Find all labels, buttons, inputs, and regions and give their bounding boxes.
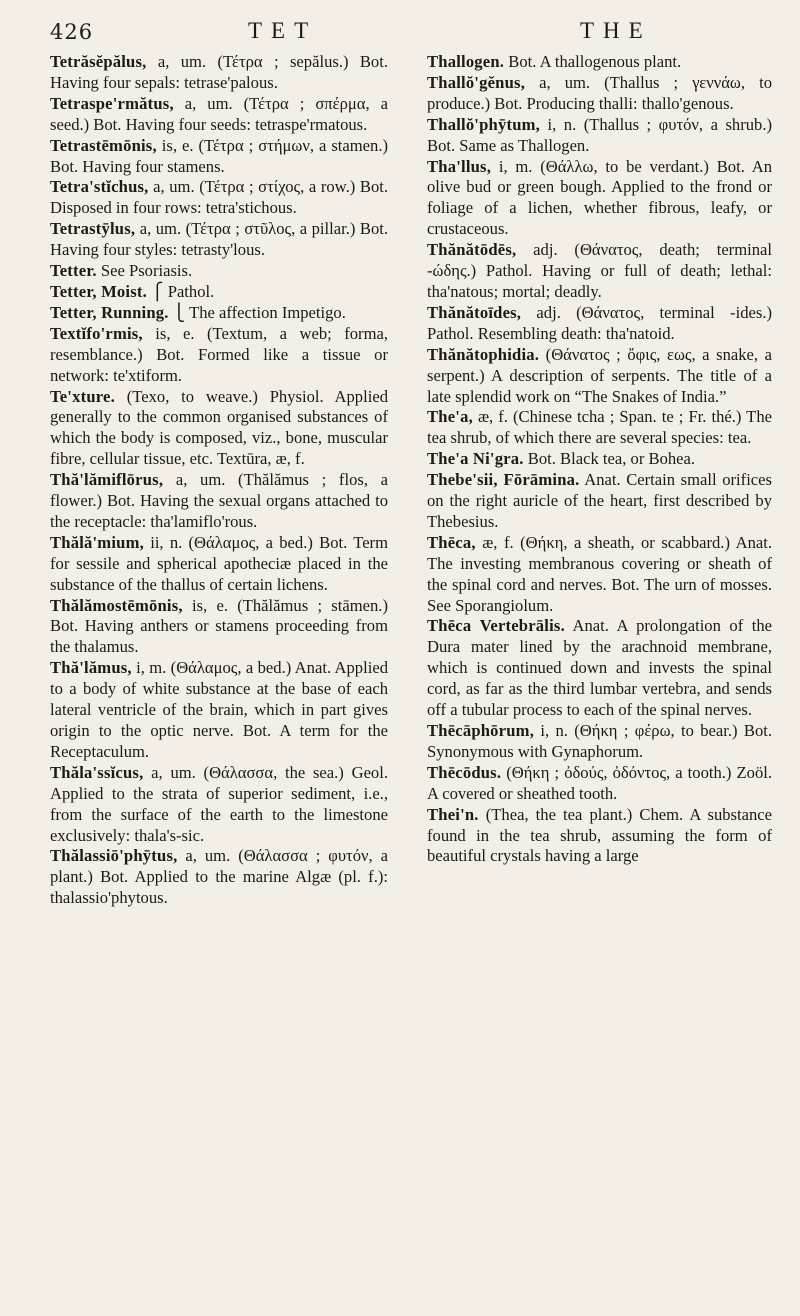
definition: is, e. (Textum, a web; forma, resemblance.) Bot. Formed like a tissue or network: te'xtiform. <box>50 323 388 385</box>
headword: Tetter. <box>50 261 97 281</box>
definition: ii, n. (Θάλαμος, a bed.) Bot. Term for sessile and spherical apotheciæ placed in the substance of the thallus of certain lichens. <box>50 532 388 594</box>
headword: Thallŏ'phȳtum, <box>427 114 541 134</box>
dictionary-entry <box>50 52 388 94</box>
dictionary-entry <box>427 470 772 533</box>
definition: i, n. (Thallus ; φυτόν, a shrub.) Bot. Same as Thallogen. <box>427 114 772 155</box>
dictionary-entry <box>50 387 388 471</box>
dictionary-entry <box>50 303 388 324</box>
dictionary-entry <box>427 52 772 73</box>
headword: Thēcōdus. <box>427 762 502 782</box>
headword: Thănătoīdes, <box>427 302 522 322</box>
headword: Thebe'sii, Fōrāmina. <box>427 470 580 490</box>
headword: Thă'lămus, <box>50 658 132 678</box>
definition: a, um. (Τέτρα ; σπέρμα, a seed.) Bot. Having four seeds: tetraspe'rmatous. <box>50 93 388 134</box>
headword: Tetraspe'rmătus, <box>50 93 174 113</box>
headword: Tetter, Running. <box>50 302 169 322</box>
dictionary-entry <box>50 219 388 261</box>
headword: Thălămostēmōnis, <box>50 595 183 615</box>
headword: Thănătophidia. <box>427 344 540 364</box>
definition: adj. (Θάνατος, terminal -ides.) Pathol. Resembling death: tha'natoid. <box>427 302 772 343</box>
definition: a, um. (Θάλασσα, the sea.) Geol. Applied to the strata of superior sediment, i.e., from the surface of the earth to the limestone exclusively: thala's-sic. <box>50 762 388 845</box>
dictionary-entry <box>50 846 388 909</box>
definition: is, e. (Thălămus ; stāmen.) Bot. Having anthers or stamens proceeding from the thalamus. <box>50 595 388 657</box>
definition: Bot. Black tea, or Bohea. <box>523 449 696 469</box>
headword: Thei'n. <box>427 804 479 824</box>
dictionary-entry <box>427 763 772 805</box>
definition: ⎧ Pathol. <box>146 281 215 301</box>
headword: Tetrastȳlus, <box>50 219 136 239</box>
headword: Textĭfo'rmis, <box>50 323 143 343</box>
dictionary-entry <box>50 94 388 136</box>
definition: a, um. (Thallus ; γεννάω, to produce.) Bot. Producing thalli: thallo'genous. <box>427 72 772 113</box>
right-running-head: THE <box>580 18 652 43</box>
definition: a, um. (Τέτρα ; στῦλος, a pillar.) Bot. Having four styles: tetrasty'lous. <box>50 219 388 260</box>
definition: Anat. Certain small orifices on the right auricle of the heart, first described by Thebesius. <box>427 470 772 531</box>
page-header <box>50 14 770 50</box>
headword: The'a Ni'gra. <box>427 449 524 469</box>
dictionary-entry <box>427 73 772 115</box>
definition: adj. (Θάνατος, death; terminal -ώδης.) Pathol. Having or full of death; lethal: tha'natous; mortal; deadly. <box>427 240 772 301</box>
definition: ⎩ The affection Impetigo. <box>168 302 346 322</box>
dictionary-entry <box>427 345 772 408</box>
headword: Tetter, Moist. <box>50 281 147 301</box>
right-column <box>427 52 772 909</box>
left-running-head: TET <box>248 18 318 43</box>
dictionary-entry <box>427 533 772 617</box>
definition: a, um. (Thălămus ; flos, a flower.) Bot. Having the sexual organs attached to the receptacle: tha'lamiflo'rous. <box>50 470 388 531</box>
dictionary-entry <box>50 658 388 763</box>
headword: Tetra'stĭchus, <box>50 177 149 197</box>
dictionary-entry <box>50 282 388 303</box>
dictionary-entry <box>50 136 388 178</box>
definition: a, um. (Τέτρα ; στίχος, a row.) Bot. Disposed in four rows: tetra'stichous. <box>50 177 388 218</box>
headword: Thălassiō'phȳtus, <box>50 846 178 866</box>
definition: (Thea, the tea plant.) Chem. A substance found in the tea shrub, assuming the form of beautiful crystals having a large <box>427 804 772 866</box>
dictionary-entry <box>50 470 388 533</box>
headword: Tha'llus, <box>427 156 492 176</box>
definition: See Psoriasis. <box>96 261 193 281</box>
definition: i, m. (Θάλαμος, a bed.) Anat. Applied to a body of white substance at the base of each lateral ventricle of the brain, which in part gives origin to the optic nerve. Bot. A term for the Receptaculum. <box>50 658 388 761</box>
dictionary-entry <box>50 596 388 659</box>
definition: (Θάνατος ; ὄφις, εως, a snake, a serpent.) A description of serpents. The title of a late splendid work on “The Snakes of India.” <box>427 344 772 406</box>
headword: Thănătōdēs, <box>427 240 517 260</box>
headword: Tetrăsĕpălus, <box>50 52 147 71</box>
headword: Thēcāphōrum, <box>427 721 535 740</box>
page-number: 426 <box>50 20 94 44</box>
definition: Bot. A thallogenous plant. <box>504 52 682 71</box>
headword: The'a, <box>427 407 473 427</box>
dictionary-entry <box>427 616 772 721</box>
dictionary-entry <box>427 449 772 470</box>
definition: æ, f. (Θήκη, a sheath, or scabbard.) Anat. The investing membranous covering or sheath of the spinal cord and nerves. Bot. The urn of mosses. See Sporangiolum. <box>427 532 772 615</box>
headword: Thallŏ'gĕnus, <box>427 72 526 92</box>
dictionary-entry <box>50 533 388 596</box>
dictionary-entry <box>427 115 772 157</box>
left-column <box>50 52 388 909</box>
definition: i, n. (Θήκη ; φέρω, to bear.) Bot. Synonymous with Gynaphorum. <box>427 721 772 761</box>
headword: Thă'lămiflōrus, <box>50 470 164 490</box>
definition: (Texo, to weave.) Physiol. Applied generally to the common organised substances of which the body is composed, viz., bone, muscular fibre, cellular tissue, etc. Textūra, æ, f. <box>50 386 388 469</box>
dictionary-entry <box>50 763 388 847</box>
definition: a, um. (Τέτρα ; sepălus.) Bot. Having four sepals: tetrase'palous. <box>50 52 388 92</box>
headword: Thallogen. <box>427 52 505 71</box>
definition: æ, f. (Chinese tcha ; Span. te ; Fr. thé.) The tea shrub, of which there are several species: tea. <box>427 407 772 448</box>
two-column-body <box>50 52 772 909</box>
dictionary-entry <box>427 721 772 763</box>
dictionary-entry <box>50 261 388 282</box>
headword: Thēca, <box>427 532 476 552</box>
definition: Anat. A prolongation of the Dura mater lined by the arachnoid membrane, which is continued down and invests the spinal cord, as far as the third lumbar vertebra, and sends off a tubular process to each of the spinal nerves. <box>427 616 772 720</box>
dictionary-entry <box>427 240 772 303</box>
definition: is, e. (Τέτρα ; στήμων, a stamen.) Bot. Having four stamens. <box>50 135 388 176</box>
dictionary-entry <box>427 157 772 241</box>
dictionary-entry <box>50 324 388 387</box>
headword: Te'xture. <box>50 386 115 406</box>
dictionary-entry <box>427 303 772 345</box>
headword: Thēca Vertebrālis. <box>427 616 565 636</box>
headword: Tetrastēmōnis, <box>50 135 157 155</box>
definition: i, m. (Θάλλω, to be verdant.) Bot. An olive bud or green bough. Applied to the frond or foliage of a lichen, whether fibrous, leafy, or crustaceous. <box>427 156 772 239</box>
headword: Thălă'mium, <box>50 532 144 552</box>
dictionary-entry <box>427 407 772 449</box>
definition: a, um. (Θάλασσα ; φυτόν, a plant.) Bot. Applied to the marine Algæ (pl. f.): thalassio'phytous. <box>50 846 388 908</box>
headword: Thăla'ssĭcus, <box>50 762 144 782</box>
definition: (Θήκη ; ὀδούς, ὀδόντος, a tooth.) Zoöl. A covered or sheathed tooth. <box>427 762 772 803</box>
dictionary-entry <box>427 805 772 868</box>
dictionary-entry <box>50 177 388 219</box>
